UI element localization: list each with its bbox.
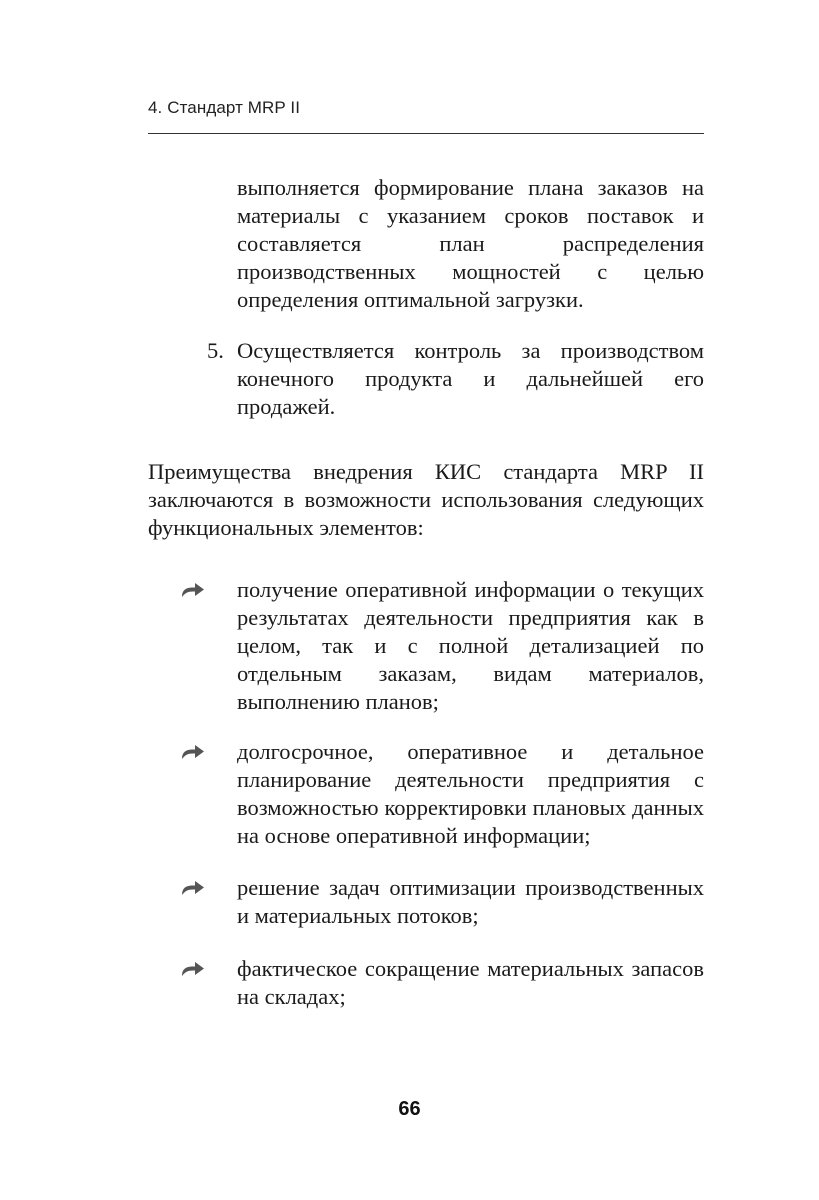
intro-paragraph	[148, 458, 704, 542]
intro-paragraph-text: Преимущества внедрения КИС стандарта MRP II заключаются в возможности использования следующих функциональных элементов:	[148, 459, 704, 540]
arrow-right-icon	[180, 742, 206, 760]
bullet-text: решение задач оптимизации производственных и материальных потоков;	[237, 875, 704, 928]
bullet-item	[148, 874, 704, 930]
continued-paragraph-text: выполняется формирование плана заказов на материалы с указанием сроков поставок и составляется план распределения производственных мощностей с целью определения оптимальной загрузки.	[237, 175, 704, 312]
continued-paragraph	[237, 174, 704, 314]
bullet-item	[148, 955, 704, 1011]
running-header: 4. Стандарт MRP II	[148, 98, 301, 117]
numbered-list-item	[148, 337, 704, 421]
bullet-text: получение оперативной информации о текущих результатах деятельности предприятия как в целом, так и с полной детализацией по отдельным заказам, видам материалов, выполнению планов;	[237, 577, 704, 714]
bullet-text: долгосрочное, оперативное и детальное планирование деятельности предприятия с возможностью корректировки плановых данных на основе оперативной информации;	[237, 739, 704, 848]
page-number: 66	[398, 1098, 421, 1120]
bullet-text: фактическое сокращение материальных запасов на складах;	[237, 956, 704, 1009]
list-number: 5.	[207, 338, 224, 363]
arrow-right-icon	[180, 959, 206, 977]
arrow-right-icon	[180, 580, 206, 598]
numbered-item-text: Осуществляется контроль за производством конечного продукта и дальнейшей его продажей.	[237, 338, 704, 419]
bullet-item	[148, 738, 704, 850]
arrow-right-icon	[180, 878, 206, 896]
header-rule	[148, 133, 704, 134]
bullet-item	[148, 576, 704, 716]
